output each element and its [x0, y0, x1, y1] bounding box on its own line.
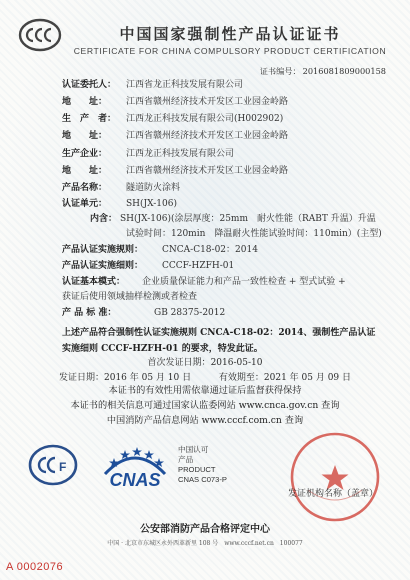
cnas-logo-text: CNAS	[109, 470, 161, 490]
conformity-line1: 上述产品符合强制性认证实施规则 CNCA-C18-02：2014、强制性产品认证	[62, 328, 376, 338]
field-cert-mode	[62, 278, 346, 287]
field-label: 地 址：	[62, 97, 108, 107]
certificate-title-en: CERTIFICATE FOR CHINA COMPULSORY PRODUCT CERTIFICATION	[73, 46, 387, 56]
field-label: 认证基本模式：	[62, 277, 126, 287]
field-value: SH(JX-106)(涂层厚度：25mm 耐火性能（RABT 升温）升温	[120, 214, 376, 224]
field-label: 产 品 标 准：	[62, 308, 117, 318]
field-value: 江西龙正科技发展有限公司	[126, 149, 235, 159]
field-value: 江西省赣州经济技术开发区工业园金岭路	[126, 97, 289, 107]
field-value: CCCF-HZFH-01	[162, 261, 235, 271]
certificate-number	[260, 66, 386, 77]
expiry-date-label: 有效期至：	[218, 373, 264, 383]
field-label: 内含：	[90, 214, 118, 224]
field-impl-rule	[62, 246, 258, 255]
field-value: 江西省赣州经济技术开发区工业园金岭路	[126, 131, 289, 141]
field-unit-content-line2: 试验时间：120min 降温耐火性能试验时间：110min）(主型)	[126, 229, 382, 239]
field-unit-content	[62, 215, 376, 224]
certificate-number-value: 2016081809000158	[302, 66, 386, 76]
first-issue-label: 首次发证日期：	[147, 358, 211, 368]
field-applicant	[62, 81, 243, 90]
field-value: 企业质量保证能力和产品一致性检查 + 型式试验 +	[142, 277, 346, 287]
field-label: 生 产 者：	[62, 114, 117, 124]
field-factory-address	[62, 167, 288, 176]
certificate-number-label: 证书编号：	[259, 66, 301, 76]
field-manufacturer-address	[62, 132, 288, 141]
field-standard	[62, 309, 225, 318]
first-issue-date	[0, 355, 410, 368]
field-label: 认证委托人：	[62, 80, 117, 90]
field-label: 认证单元：	[62, 199, 108, 209]
first-issue-value: 2016-05-10	[210, 358, 263, 368]
field-value: 江西省龙正科技发展有限公司	[126, 80, 244, 90]
field-label: 产品名称：	[62, 183, 108, 193]
field-manufacturer	[62, 115, 283, 124]
cnas-accreditation-text	[178, 445, 227, 485]
field-label: 产品认证实施规则：	[62, 245, 144, 255]
field-value: 江西省赣州经济技术开发区工业园金岭路	[126, 166, 289, 176]
certificate-title-cn: 中国国家强制性产品认证证书	[119, 25, 341, 43]
field-value: 隧道防火涂料	[126, 183, 181, 193]
notice-cccf: 中国消防产品信息网站 www.cccf.com.cn 查询	[106, 415, 304, 426]
svg-text:F: F	[59, 460, 67, 474]
field-cert-mode-line2: 获证后使用领域抽样检测或者检查	[62, 292, 198, 302]
issue-date-value: 2016 年 05 月 10 日	[104, 373, 192, 383]
ccc-f-logo-icon	[28, 443, 78, 487]
field-cert-unit	[62, 200, 177, 209]
field-value: GB 28375-2012	[154, 308, 226, 318]
field-value: 江西龙正科技发展有限公司(H002902)	[126, 114, 284, 124]
field-product-name	[62, 184, 180, 193]
field-factory	[62, 150, 234, 159]
cnas-logo-icon	[100, 440, 170, 492]
field-value: SH(JX-106)	[126, 199, 177, 209]
ccc-logo-icon	[18, 18, 62, 52]
field-label: 生产企业：	[62, 149, 108, 159]
notice-cnca: 本证书的相关信息可通过国家认监委网站 www.cnca.gov.cn 查询	[70, 400, 340, 411]
issuer-label: 发证机构名称（盖章）	[288, 489, 379, 499]
cnas-line3: PRODUCT	[178, 465, 216, 474]
notice-validity: 本证书的有效性用需依靠通过证后监督获得保持	[108, 385, 302, 396]
field-label: 地 址：	[62, 166, 108, 176]
field-impl-detail	[62, 262, 234, 271]
field-value: CNCA-C18-02：2014	[162, 245, 258, 255]
cnas-line1: 中国认可	[178, 445, 209, 454]
issuing-center-name: 公安部消防产品合格评定中心	[140, 524, 270, 535]
issuing-center-address: 中国 · 北京市东城区永外西革新里 108 号 www.cccf.net.cn 100077	[107, 540, 303, 547]
cnas-line4: CNAS C073-P	[178, 475, 227, 484]
official-stamp-icon	[288, 430, 382, 524]
field-applicant-address	[62, 98, 288, 107]
cnas-line2: 产品	[178, 455, 194, 464]
serial-number: A 0002076	[6, 561, 64, 573]
issue-date-label: 发证日期：	[58, 373, 104, 383]
field-label: 产品认证实施细则：	[62, 261, 144, 271]
expiry-date-value: 2021 年 05 月 09 日	[263, 373, 352, 383]
field-label: 地 址：	[62, 131, 108, 141]
conformity-line2: 实施细则 CCCF-HZFH-01 的要求，特发此证。	[62, 344, 263, 354]
